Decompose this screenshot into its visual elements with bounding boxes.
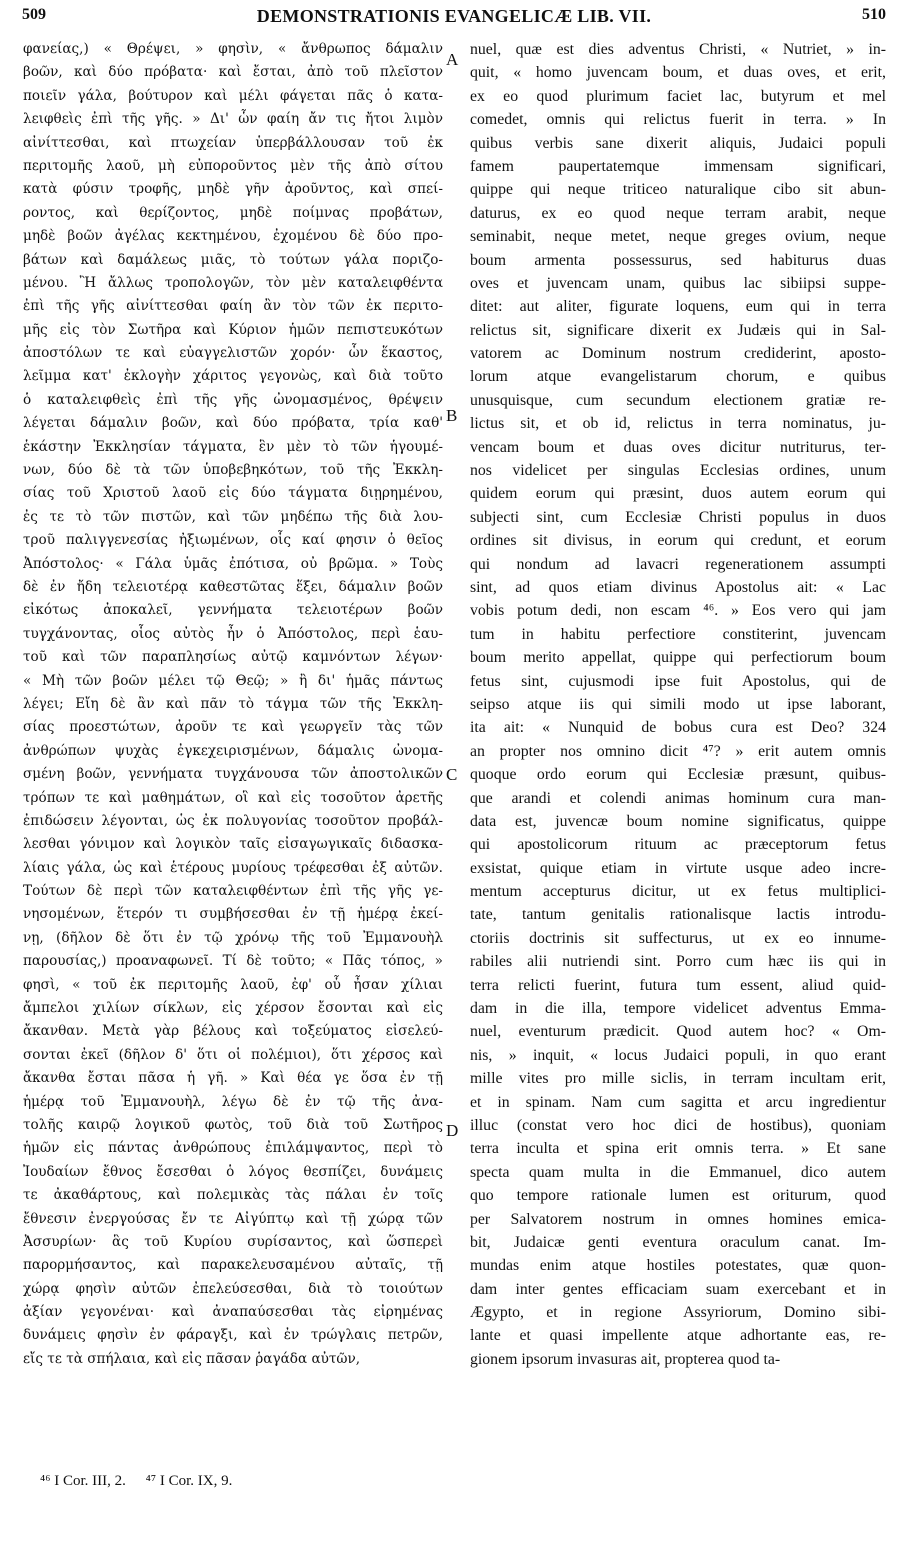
- latin-text-line: boum armenta possessurus, sed habiturus duas: [470, 251, 886, 269]
- greek-text-line: ἡμέρᾳ τοῦ Ἐμμανουὴλ, λέγω δὲ ἐν τῷ τῆς ἀνα-: [23, 1093, 443, 1110]
- greek-text-line: ἐπὶ τῆς γῆς αἰνίττεσθαι φαίη ἂν τὸν τῶν ἐκ περιτο-: [23, 298, 443, 315]
- latin-text-line: qui apostolicorum rituum ac præceptorum fetus: [470, 836, 886, 854]
- greek-text-line: ἐς τε τὸ τῶν πιστῶν, καὶ τῶν μηδέπω τῆς διὰ λου-: [23, 508, 443, 525]
- running-title: DEMONSTRATIONIS EVANGELICÆ LIB. VII.: [256, 6, 652, 26]
- latin-text-line: Ægypto, et in regione Assyriorum, Domino sibi-: [470, 1304, 886, 1322]
- footnote-47: ⁴⁷ I Cor. IX, 9.: [145, 1473, 233, 1489]
- greek-text-line: ἐπιδώσειν λέγονται, ὡς ἐκ πολυγονίας τοσοῦτον προβάλ-: [23, 812, 443, 829]
- greek-text-line: τυγχάνοντας, οἷος αὐτὸς ἦν ὁ Ἀπόστολος, περὶ ἑαυ-: [23, 625, 443, 642]
- greek-text-line: δυνάμεις φησὶν ἐν φάραγξι, καὶ ἐν τρώγλαις πετρῶν,: [23, 1327, 443, 1344]
- greek-text-line: εἰκότως ἀποκαλεῖ, γεννήματα τελειοτέρων βοῶν: [23, 602, 443, 619]
- greek-text-line: βάτων καὶ δαμάλεως μιᾶς, τὸ τούτων γάλα ποριζο-: [23, 251, 443, 268]
- latin-text-line: tate, tantum genitalis rationalisque lactis introdu-: [470, 906, 886, 924]
- greek-text-line: παρουσίας,) προαναφωνεῖ. Τί δὲ τοῦτο; « Πᾶς τόπος, »: [23, 953, 443, 970]
- footnotes: [40, 1473, 640, 1497]
- latin-column: [470, 38, 886, 1460]
- latin-text-line: qui nondum ad lavacri regenerationem assumpti: [470, 555, 886, 573]
- latin-text-line: specta quam multa in die Emmanuel, dico autem: [470, 1163, 886, 1181]
- greek-text-line: νῃ, (δῆλον δὲ ὅτι ἐν τῷ χρόνῳ τῆς τοῦ Ἐμμανουὴλ: [23, 929, 443, 946]
- latin-text-line: fetus sint, cujusmodi ipse fuit Apostolus, qui de: [470, 672, 886, 690]
- latin-text-line: dam in die illa, tempore videlicet adventus Emma-: [470, 1000, 886, 1018]
- greek-text-line: μῆς εἰς τὸν Σωτῆρα καὶ Κύριον ἡμῶν πεπιστευκότων: [23, 321, 443, 338]
- greek-text-line: ροντος, καὶ θερίζοντος, μηδὲ ποίμνας προβάτων,: [23, 204, 443, 221]
- greek-text-line: ἄμπελοι χιλίων σίκλων, εἰς χέρσον ἔσονται καὶ εἰς: [23, 1000, 443, 1017]
- greek-text-line: λεσθαι γόνιμον καὶ λογικὸν ταῖς εἰσαγωγικαῖς διδασκα-: [23, 836, 443, 853]
- greek-text-line: τροῦ παλιγγενεσίας ἠξιωμένων, οἷς καί φησιν ὁ θεῖος: [23, 532, 443, 549]
- latin-text-line: illuc (constat vero hoc dici de hostibus), quoniam: [470, 1116, 886, 1134]
- greek-text-line: Τούτων δὲ περὶ τῶν καταλειφθέντων ἐπὶ τῆς γῆς γε-: [23, 883, 443, 900]
- greek-text-line: ἡμῶν εἰς πάντας ἀνθρώπους ἐπιλάμψαντος, περὶ τὸ: [23, 1140, 443, 1157]
- latin-text-line: quibus verbis sane dixerit aliquis, Judaici populi: [470, 134, 886, 152]
- greek-text-line: βοῶν, καὶ δύο πρόβατα· καὶ ἔσται, ἀπὸ τοῦ πλεῖστον: [23, 64, 443, 81]
- greek-text-line: εἴς τε τὰ σπήλαια, καὶ εἰς πᾶσαν ῥαγάδα αὐτῶν,: [23, 1350, 361, 1367]
- latin-text-line: comedet, omnis qui relictus fuerit in terra. » In: [470, 111, 886, 129]
- latin-text-line: quoque ordo eorum qui Ecclesiæ præsunt, quibus-: [470, 766, 886, 784]
- greek-text-line: λειφθεὶς ἐπὶ τῆς γῆς. » Δι' ὧν φαίη ἄν τις ἤτοι λιμὸν: [23, 111, 443, 128]
- latin-text-line: mundas enim atque hostiles potestates, quæ quon-: [470, 1257, 886, 1275]
- latin-text-line: ditet: aut aliter, figurate loquens, eum qui in terra: [470, 298, 886, 316]
- greek-text-line: κατὰ φύσιν τροφῆς, μηδὲ γῆν ἀροῦντος, καὶ σπεί-: [23, 181, 443, 198]
- latin-text-line: boum merito appellat, quippe qui perfectiorum boum: [470, 649, 886, 667]
- latin-text-line: dam inter gentes efficaciam suam exercebant et in: [470, 1280, 886, 1298]
- latin-text-line: ex eo quod plurimum faciet lac, butyrum et mel: [470, 87, 886, 105]
- greek-text-line: νησομένων, ἕτερόν τι συμβήσεσθαι ἐν τῇ ἡμέρᾳ ἐκεί-: [23, 906, 443, 923]
- greek-text-line: νων, δύο δὲ τὰ τῶν ὑποβεβηκότων, τοῦ τῆς Ἐκκλη-: [23, 462, 443, 479]
- latin-text-line: terra inculta et spina erit omnis terra. » Et sane: [470, 1140, 886, 1158]
- greek-text-line: Ἰουδαίων ἔθνος ἔσεσθαι ὁ λόγος θεσπίζει, δυνάμεις: [23, 1163, 443, 1180]
- greek-column: [23, 38, 443, 1460]
- latin-text-line: gionem ipsorum invasuras ait, propterea quod ta-: [470, 1350, 781, 1368]
- greek-text-line: ἀποστόλων τε καὶ εὐαγγελιστῶν χορόν· ὧν ἕκαστος,: [23, 345, 443, 362]
- latin-text-line: daturus, ex eo quod neque terram arabit, neque: [470, 204, 886, 222]
- latin-text-line: vatorem ac Dominum nostrum crediderint, aposto-: [470, 345, 886, 363]
- greek-text-line: ἀξίαν γεγονέναι· καὶ ἀναπαύσεσθαι τὰς εἰρημένας: [23, 1304, 443, 1321]
- latin-text-line: sint, ad quos etiam divinus Apostolus ait: « Lac: [470, 578, 886, 596]
- section-marker-a: A: [446, 50, 459, 69]
- greek-text-line: ἑκάστην Ἐκκλησίαν τάγματα, ἓν μὲν τὸ τῶν ἡγουμέ-: [23, 438, 443, 455]
- section-marker-c: C: [446, 765, 458, 784]
- greek-text-line: τε ἀκαθάρτους, καὶ πολεμικὰς τὰς πάλαι ἐν τοῖς: [23, 1187, 443, 1204]
- greek-text-line: σίας τοῦ Χριστοῦ λαοῦ εἰς δύο τάγματα διῃρημένου,: [23, 485, 443, 502]
- latin-text-line: oves et juvencam unam, quibus lac sibiipsi suppe-: [470, 274, 886, 292]
- latin-text-line: quo tempore rationale lumen est oriturum, quod: [470, 1187, 886, 1205]
- latin-text-line: quidem eorum qui præsint, duos autem eorum qui: [470, 485, 886, 503]
- latin-text-line: relictus sit, significare dixerit ex Judæis qui in Sal-: [470, 321, 886, 339]
- greek-text-line: τοῦ καὶ τῶν παραπλησίως αὐτῷ καμνόντων λέγων·: [23, 649, 443, 666]
- greek-text-line: παρορμήσαντος, καὶ παρακελευσαμένου αὐταῖς, τῇ: [23, 1257, 443, 1274]
- greek-text-line: Ἀσσυρίων· ἃς τοῦ Κυρίου συρίσαντος, καὶ ὥσπερεὶ: [23, 1233, 443, 1250]
- latin-text-line: nos videlicet per singulas Ecclesias ordines, unum: [470, 462, 886, 480]
- latin-text-line: tum in habitu perfectiore constiterint, juvencam: [470, 625, 886, 643]
- greek-text-line: φανείας,) « Θρέψει, » φησὶν, « ἄνθρωπος δάμαλιν: [23, 41, 443, 57]
- greek-text-line: σμένη βοῶν, γεννήματα τυγχάνουσα τῶν ἀποστολικῶν: [23, 766, 443, 783]
- latin-text-line: mille vites pro mille siclis, in terram incultam erit,: [470, 1070, 886, 1088]
- greek-text-line: περιτομῆς λαοῦ, μὴ εὐποροῦντος μὲν τῆς ἀπὸ σίτου: [23, 157, 443, 174]
- latin-text-line: quit, « homo juvencam boum, et duas oves, et erit,: [470, 64, 886, 82]
- greek-text-line: λέγεται δάμαλιν βοῶν, καὶ δύο πρόβατα, τρία καθ': [23, 415, 443, 432]
- latin-text-line: lorum atque evangelistarum chorum, e quibus: [470, 368, 886, 386]
- greek-text-line: φησὶ, « τοῦ ἐκ περιτομῆς λαοῦ, ἐφ' οὗ ἦσαν χίλιαι: [23, 976, 443, 993]
- latin-text-line: seipso atque iis qui simili modo ut ipse laborant,: [470, 695, 886, 713]
- greek-text-line: σίας προεστώτων, ἀροῦν τε καὶ γεωργεῖν τὰς τῶν: [23, 719, 443, 736]
- greek-text-line: χώρᾳ φησὶν αὐτῶν ἐπελεύσεσθαι, διὰ τὸ τοιούτων: [23, 1280, 443, 1297]
- running-header: [0, 6, 908, 32]
- latin-text-line: per Salvatorem nostrum in omnes homines emica-: [470, 1210, 886, 1228]
- greek-text-line: ἄκανθα ἔσται πᾶσα ἡ γῆ. » Καὶ θέα γε ὅσα ἐν τῇ: [23, 1070, 443, 1087]
- latin-text-line: lante et quasi impellente atque adhortante eas, re-: [470, 1327, 886, 1345]
- latin-text-line: nuel, quæ est dies adventus Christi, « Nutriet, » in-: [470, 41, 886, 58]
- greek-text-line: ἄκανθαν. Μετὰ γὰρ βέλους καὶ τοξεύματος εἰσελεύ-: [23, 1023, 443, 1040]
- greek-text-line: αἰνίττεσθαι, καὶ πτωχείαν ὑπερβάλλουσαν τοῦ ἐκ: [23, 134, 443, 151]
- latin-text-line: que arandi et colendi animas hominum cura man-: [470, 789, 886, 807]
- latin-text-line: vobis potum dedi, non escam ⁴⁶. » Eos vero qui jam: [470, 602, 886, 620]
- page-number-left: 509: [22, 6, 46, 23]
- latin-text-line: ordines sit divisus, in eorum qui credunt, et eorum: [470, 532, 886, 550]
- latin-text-line: subjecti sint, cum Ecclesiæ Christi populus in duos: [470, 508, 886, 526]
- latin-text-line: bit, Judaicæ genti eventura oraculum canat. Im-: [470, 1233, 886, 1251]
- greek-text-line: τολῆς καιρῷ λογικοῦ φωτὸς, τοῦ διὰ τοῦ Σωτῆρος: [23, 1116, 443, 1133]
- latin-text-line: nuel, eventurum prædicit. Quod autem hoc? « Om-: [470, 1023, 886, 1041]
- footnote-46: ⁴⁶ I Cor. III, 2.: [40, 1473, 126, 1489]
- latin-text-line: seminabit, neque metet, neque greges ovium, neque: [470, 228, 886, 246]
- latin-text-line: lictus sit, et ob id, relictus in terra nominatus, ju-: [470, 415, 886, 433]
- greek-text-line: « Μὴ τῶν βοῶν μέλει τῷ Θεῷ; » ἢ δι' ἡμᾶς πάντως: [23, 672, 443, 689]
- latin-text-line: ctoriis doctrinis sit suffecturus, ut ex eo innume-: [470, 929, 886, 947]
- latin-text-line: quippe qui neque triticeo naturalique cibo sit abun-: [470, 181, 886, 199]
- greek-text-line: λίαις γάλα, ὡς καὶ ἑτέρους μυρίους τρέφεσθαι ἐξ αὐτῶν.: [23, 859, 443, 876]
- greek-text-line: τρόπων τε καὶ μαθημάτων, οἳ καὶ εἰς τοσοῦτον ἀρετῆς: [23, 789, 443, 806]
- greek-text-line: λέγει; Εἴη δὲ ἂν καὶ πᾶν τὸ τάγμα τῶν τῆς Ἐκκλη-: [23, 695, 443, 712]
- section-marker-d: D: [446, 1121, 459, 1140]
- latin-text-line: exsistat, quique etiam in virtute usque adeo incre-: [470, 859, 886, 877]
- section-marker-b: B: [446, 406, 458, 425]
- greek-text-line: σονται ἐκεῖ (δῆλον δ' ὅτι οἱ πολέμιοι), ὅτι χέρσος καὶ: [23, 1046, 443, 1063]
- greek-text-line: Ἀπόστολος· « Γάλα ὑμᾶς ἐπότισα, οὐ βρῶμα. » Τοὺς: [23, 555, 443, 572]
- latin-text-line: terra relicti fuerint, futura tum essent, aliud quid-: [470, 976, 886, 994]
- latin-text-line: ita ait: « Nunquid de bobus cura est Deo? 324: [470, 719, 886, 737]
- greek-text-line: μηδὲ βοῶν ἀγέλας κεκτημένου, ἐχομένου δὲ δύο προ-: [23, 228, 443, 245]
- latin-text-line: rabiles alii nutriendi sint. Porro cum hæc iis qui in: [470, 953, 886, 971]
- latin-text-line: vencam boum et duas oves dicitur nutriturus, ter-: [470, 438, 886, 456]
- greek-text-line: ἀνθρώπων ψυχὰς ἐγκεχειρισμένων, δάμαλις ὠνομα-: [23, 742, 443, 759]
- latin-text-line: nis, » inquit, « locus Judaici populi, in quo erant: [470, 1046, 886, 1064]
- greek-text-line: ποιεῖν γάλα, βούτυρον καὶ μέλι φάγεται πᾶς ὁ κατα-: [23, 87, 443, 104]
- greek-text-line: δὲ ἐν ἤδη τελειοτέρᾳ καθεστῶτας ἕξει, δάμαλιν βοῶν: [23, 578, 443, 595]
- latin-text-line: et in spinam. Nam cum sagitta et arcu ingredientur: [470, 1093, 886, 1111]
- latin-text-line: famem paupertatemque immensam significari,: [470, 157, 886, 175]
- greek-text-line: λεῖμμα κατ' ἐκλογὴν χάριτος γεγονὼς, καὶ διὰ τοῦτο: [23, 368, 443, 385]
- latin-text-line: mentum accepturus dicitur, ut ex fetus multiplici-: [470, 883, 886, 901]
- page-number-right: 510: [862, 6, 886, 23]
- greek-text-line: ὁ καταλειφθεὶς ἐπὶ τῆς γῆς ὠνομασμένος, θρέψειν: [23, 391, 443, 408]
- latin-text-line: unusquisque, cum secundum electionem gratiæ re-: [470, 391, 886, 409]
- latin-text-line: data est, juvencæ boum nomine significatus, quippe: [470, 812, 886, 830]
- latin-text-line: an propter nos omnino dicit ⁴⁷? » erit autem omnis: [470, 742, 886, 760]
- greek-text-line: ἔθνεσιν ἐνεργούσας ἔν τε Αἰγύπτῳ καὶ τῇ χώρᾳ τῶν: [23, 1210, 443, 1227]
- greek-text-line: μένου. Ἢ ἄλλως τροπολογῶν, τὸν μὲν καταλειφθέντα: [23, 274, 443, 291]
